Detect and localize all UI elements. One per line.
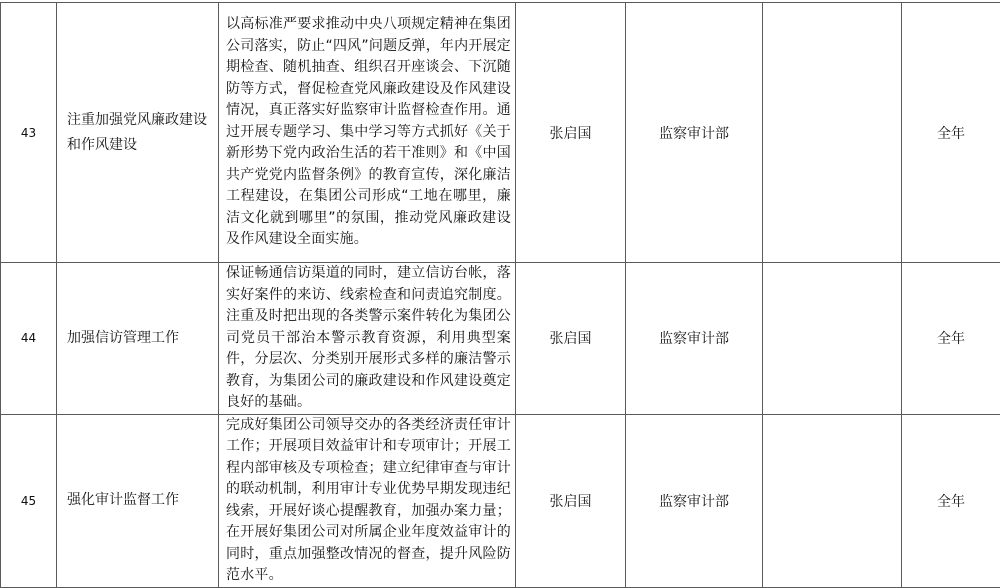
responsible-leader: 张启国 (516, 414, 626, 587)
row-number: 45 (1, 414, 57, 587)
responsible-department: 监察审计部 (626, 3, 763, 263)
task-item: 强化审计监督工作 (57, 414, 219, 587)
responsible-leader: 张启国 (516, 3, 626, 263)
completion-time: 全年 (902, 3, 1000, 263)
task-table (0, 2, 1000, 588)
table-row (1, 263, 1000, 415)
task-description: 保证畅通信访渠道的同时，建立信访台帐，落实好案件的来访、线索检查和问责追究制度。注重及时把出现的各类警示案件转化为集团公司党员干部治本警示教育资源，利用典型案件，分层次、分类别开展形式多样的廉洁警示教育，为集团公司的廉政建设和作风建设奠定良好的基础。 (219, 263, 516, 415)
task-item: 注重加强党风廉政建设和作风建设 (57, 3, 219, 263)
empty-cell (763, 414, 902, 587)
empty-cell (763, 263, 902, 415)
completion-time: 全年 (902, 414, 1000, 587)
responsible-department: 监察审计部 (626, 414, 763, 587)
task-description: 完成好集团公司领导交办的各类经济责任审计工作；开展项目效益审计和专项审计；开展工程内部审核及专项检查；建立纪律审查与审计的联动机制，利用审计专业优势早期发现违纪线索，开展好谈心提醒教育，加强办案力量；在开展好集团公司对所属企业年度效益审计的同时，重点加强整改情况的督查，提升风险防范水平。 (219, 414, 516, 587)
row-number: 43 (1, 3, 57, 263)
task-description: 以高标准严要求推动中央八项规定精神在集团公司落实，防止“四风”问题反弹，年内开展定期检查、随机抽查、组织召开座谈会、下沉随防等方式，督促检查党风廉政建设及作风建设情况，真正落实好监察审计监督检查作用。通过开展专题学习、集中学习等方式抓好《关于新形势下党内政治生活的若干准则》和《中国共产党党内监督条例》的教育宣传，深化廉洁工程建设，在集团公司形成“工地在哪里，廉洁文化就到哪里”的氛围，推动党风廉政建设及作风建设全面实施。 (219, 3, 516, 263)
completion-time: 全年 (902, 263, 1000, 415)
table-row (1, 3, 1000, 263)
table-row (1, 414, 1000, 587)
empty-cell (763, 3, 902, 263)
task-item: 加强信访管理工作 (57, 263, 219, 415)
row-number: 44 (1, 263, 57, 415)
responsible-leader: 张启国 (516, 263, 626, 415)
responsible-department: 监察审计部 (626, 263, 763, 415)
